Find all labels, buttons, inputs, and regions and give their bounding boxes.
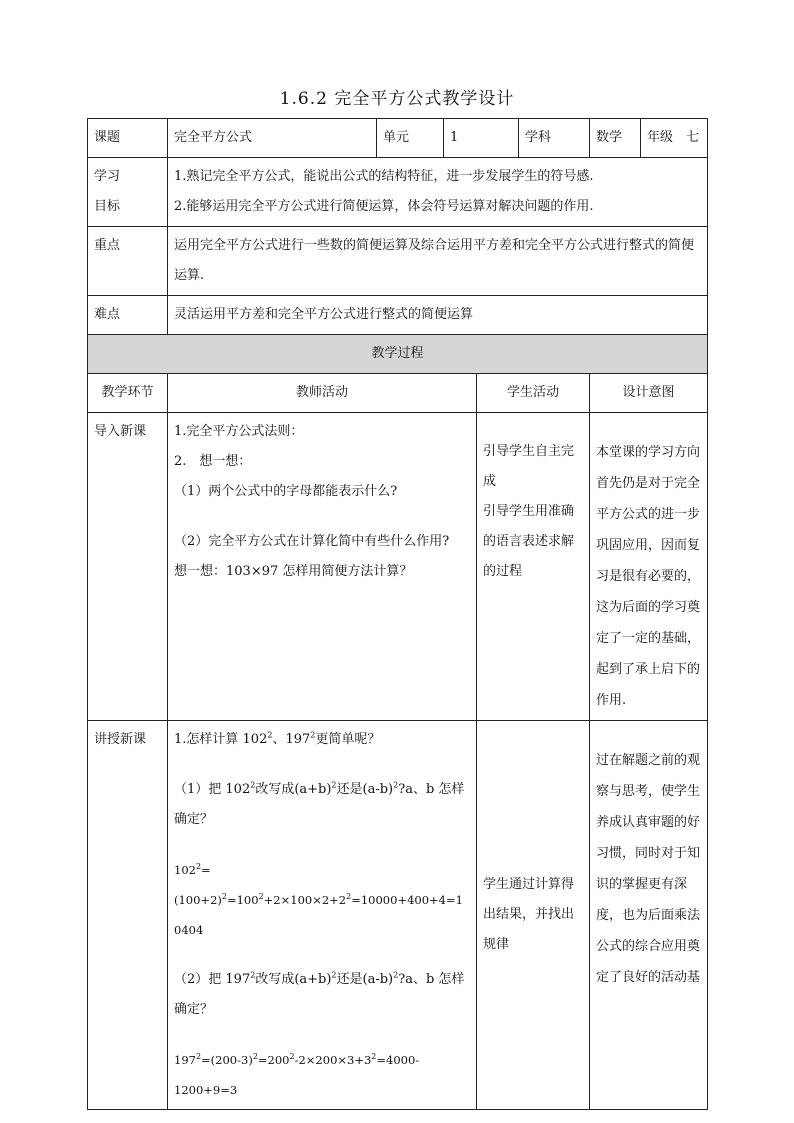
goals-row	[88, 158, 708, 227]
intro-teacher	[168, 413, 477, 721]
course-label: 课题	[88, 119, 168, 158]
intro-line-1: 1.完全平方公式法则：	[174, 424, 304, 439]
spacer	[596, 417, 701, 437]
intro-line-3: （1）两个公式中的字母都能表示什么?	[174, 484, 398, 499]
goal-line-1: 1.熟记完全平方公式，能说出公式的结构特征，进一步发展学生的符号感.	[174, 169, 594, 184]
difficulty-content: 灵活运用平方差和完全平方公式进行整式的简便运算	[168, 296, 708, 335]
intro-student	[477, 413, 590, 721]
intro-stage: 导入新课	[88, 413, 168, 721]
lesson-intent	[590, 721, 708, 1110]
intro-line-4: （2）完全平方公式在计算化简中有些什么作用?	[174, 534, 450, 549]
spacer	[174, 835, 470, 855]
grade-value: 七	[686, 130, 700, 145]
subject-label: 学科	[519, 119, 590, 158]
unit-value: 1	[444, 119, 519, 158]
lesson-teacher	[168, 721, 477, 1110]
goals-label	[88, 158, 168, 227]
spacer	[596, 725, 701, 745]
spacer	[174, 755, 470, 775]
lesson-step-2: （2）把 $197^2$改写成$(a+b)^2$还是$(a-b)^2?a$、b 怎样确定？	[174, 970, 465, 1017]
goal-line-2: 2.能够运用完全平方公式进行简便运算，体会符号运算对解决问题的作用.	[174, 199, 594, 214]
lesson-step-1: （1）把 $102^2$改写成$(a+b)^2$还是$(a-b)^2?a$、b 怎样确定？	[174, 780, 465, 827]
process-header-row	[88, 374, 708, 413]
process-title: 教学过程	[88, 335, 708, 374]
difficulty-row	[88, 296, 708, 335]
key-label: 重点	[88, 227, 168, 296]
intro-intent	[590, 413, 708, 721]
spacer	[483, 417, 583, 437]
intro-intent-text: 本堂课的学习方向首先仍是对于完全平方公式的进一步巩固应用，因而复习是很有必要的，这为后面的学习奠定了一定的基础，起到了承上启下的作用.	[596, 445, 701, 708]
document-title: 1.6.2 完全平方公式教学设计	[279, 89, 515, 109]
spacer	[174, 1025, 470, 1045]
lesson-stage: 讲授新课	[88, 721, 168, 1110]
process-title-row	[88, 335, 708, 374]
lesson-calc-2: $197^2=(200-3)^2=200^2-2\times 200\times 3+3^2=4000-1200+9=3$	[174, 1052, 420, 1097]
intro-student-line-1: 引导学生自主完成	[483, 444, 575, 489]
intro-row	[88, 413, 708, 721]
grade-label: 年级	[647, 130, 674, 145]
header-intent: 设计意图	[590, 374, 708, 413]
subject-value: 数学	[590, 119, 641, 158]
difficulty-label: 难点	[88, 296, 168, 335]
lesson-calc-1: $102^2=(100+2)^2=100^2+2\times 100\times 2+2^2=10000+400+4=10404$	[174, 862, 463, 937]
intro-student-line-2: 引导学生用准确的语言表述求解的过程	[483, 504, 575, 579]
goals-content	[168, 158, 708, 227]
key-content: 运用完全平方公式进行一些数的简便运算及综合运用平方差和完全平方公式进行整式的简便运算.	[168, 227, 708, 296]
key-row	[88, 227, 708, 296]
lesson-question-1: 1.怎样计算 $102^2$、$197^2$更简单呢？	[174, 730, 381, 747]
unit-label: 单元	[377, 119, 444, 158]
lesson-student-text: 学生通过计算得出结果，并找出规律	[483, 877, 575, 952]
info-row	[88, 119, 708, 158]
grade-cell	[641, 119, 708, 158]
spacer	[174, 507, 470, 527]
intro-line-5: 想一想：103×97 怎样用简便方法计算？	[174, 564, 413, 579]
intro-line-2: 2. 想一想：	[174, 454, 252, 469]
lesson-student	[477, 721, 590, 1110]
header-teacher: 教师活动	[168, 374, 477, 413]
spacer	[174, 945, 470, 965]
goals-label-line-1: 学习	[94, 169, 121, 184]
lesson-row	[88, 721, 708, 1110]
header-stage: 教学环节	[88, 374, 168, 413]
lesson-intent-text: 过在解题之前的观察与思考，使学生养成认真审题的好习惯，同时对于知识的掌握更有深度，也为后面乘法公式的综合应用奠定了良好的活动基	[596, 753, 701, 985]
goals-label-line-2: 目标	[94, 199, 121, 214]
header-student: 学生活动	[477, 374, 590, 413]
course-value: 完全平方公式	[168, 119, 377, 158]
lesson-plan-table	[87, 118, 708, 1110]
